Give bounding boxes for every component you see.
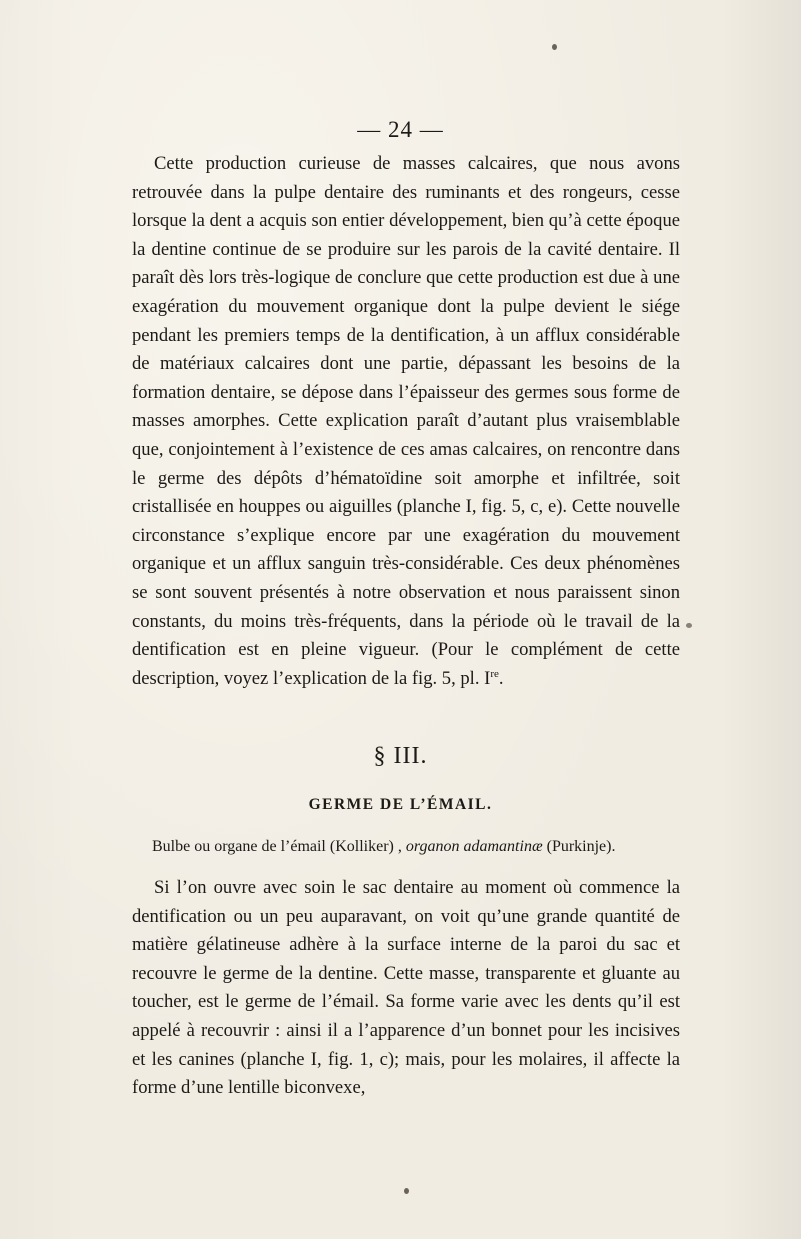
synonyms-prefix: Bulbe ou organe de l’émail (Kolliker) ,: [152, 838, 406, 855]
section-synonyms: [152, 836, 680, 858]
page-number: — 24 —: [357, 117, 444, 142]
paper-speck: [404, 1188, 409, 1194]
paragraph-1-text: Cette production curieuse de masses calcaires, que nous avons retrouvée dans la pulpe dentaire des ruminants et des rongeurs, cesse lorsque la dent a acquis son entier développement, bien qu’à cette époque la dentine continue de se produire sur les parois de la cavité dentaire. Il paraît dès lors très-logique de conclure que cette production est due à une exagération du mouvement organique dont la pulpe devient le siége pendant les premiers temps de la dentification, à un afflux considérable de matériaux calcaires dont une partie, dépassant les besoins de la formation dentaire, se dépose dans l’épaisseur des germes sous forme de masses amorphes. Cette explication paraît d’autant plus vraisemblable que, conjointement à l’existence de ces amas calcaires, on rencontre dans le germe des dépôts d’hématoïdine soit amorphe et infiltrée, soit cristallisée en houppes ou aiguilles (planche I, fig. 5, c, e). Cette nouvelle circonstance s’explique encore par une exagération du mouvement organique et un afflux sanguin très-considérable. Ces deux phénomènes se sont souvent présentés à notre observation et nous paraissent sinon constants, du moins très-fréquents, dans la période où le travail de la dentification est en pleine vigueur. (Pour le complément de cette description, voyez l’explication de la fig. 5, pl. I: [132, 153, 680, 689]
paragraph-2: Si l’on ouvre avec soin le sac dentaire au moment où commence la dentification ou un peu auparavant, on voit qu’une grande quantité de matière gélatineuse adhère à la surface interne de la paroi du sac et recouvre le germe de la dentine. Cette masse, transparente et gluante au toucher, est le germe de l’émail. Sa forme varie avec les dents qu’il est appelé à recouvrir : ainsi il a l’apparence d’un bonnet pour les incisives et les canines (planche I, fig. 1, c); mais, pour les molaires, il affecte la forme d’une lentille biconvexe,: [132, 877, 680, 1099]
synonyms-italic-term: organon adamantinæ: [405, 838, 543, 855]
paper-speck: [686, 623, 692, 628]
body-text-block-2: [132, 874, 680, 1103]
synonyms-suffix: (Purkinje).: [542, 838, 616, 855]
paragraph-1: [132, 150, 680, 693]
superscript: re: [490, 667, 499, 680]
paragraph-1-end: .: [498, 667, 504, 689]
section-title: GERME DE L’ÉMAIL.: [308, 796, 493, 813]
section-number: § III.: [373, 743, 428, 769]
body-text-block-1: [132, 150, 680, 693]
paper-speck: [552, 44, 557, 50]
